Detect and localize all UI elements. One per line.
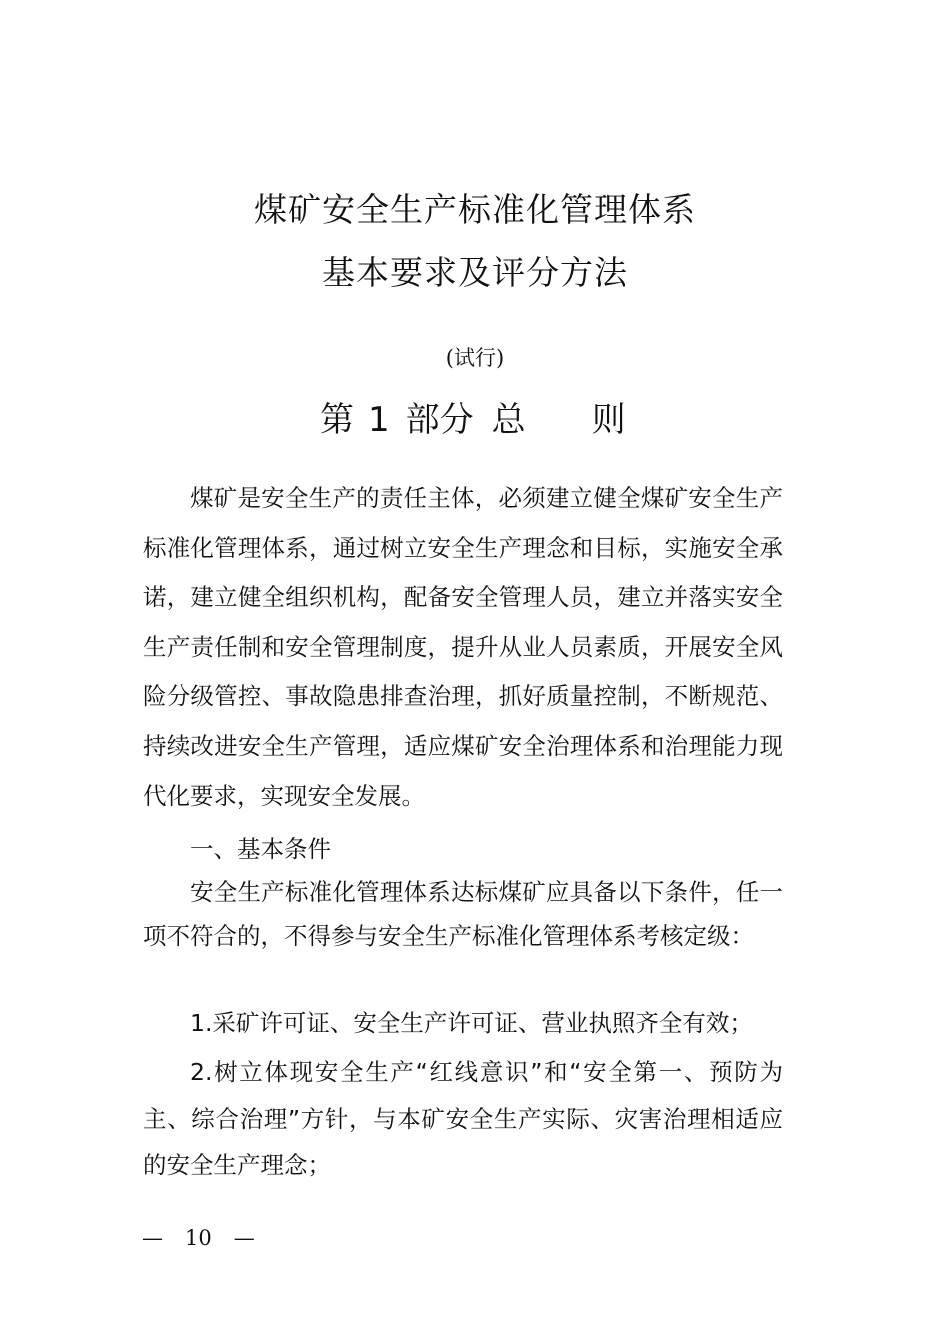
intro-paragraph: 煤矿是安全生产的责任主体，必须建立健全煤矿安全生产标准化管理体系，通过树立安全生产理念和目标，实施安全承诺，建立健全组织机构，配备安全管理人员，建立并落实安全生产责任制和安全管理制度，提升从业人员素质，开展安全风险分级管控、事故隐患排查治理，抓好质量控制，不断规范、持续改进安全生产管理，适应煤矿安全治理体系和治理能力现代化要求，实现安全发展。 [143, 484, 783, 810]
page-number-dash-right: — [233, 1226, 255, 1250]
document-subtitle: (试行) [445, 346, 505, 370]
part-heading-word-4: 则 [591, 400, 626, 440]
part-heading-number: 1 [368, 400, 390, 440]
condition-item-1: 1.采矿许可证、安全生产许可证、营业执照齐全有效； [190, 1009, 753, 1037]
part-heading-word-1: 第 [320, 400, 354, 440]
conditions-paragraph: 安全生产标准化管理体系达标煤矿应具备以下条件，任一项不符合的，不得参与安全生产标准化管理体系考核定级： [143, 878, 783, 950]
condition-item-2: 2.树立体现安全生产“红线意识”和“安全第一、预防为主、综合治理”方针，与本矿安全生产实际、灾害治理相适应的安全生产理念； [143, 1058, 783, 1179]
part-heading [320, 398, 626, 442]
part-heading-word-2: 部分 [405, 400, 474, 440]
section-heading-basic-conditions: 一、基本条件 [190, 835, 331, 863]
page-number-dash-left: — [142, 1226, 163, 1250]
part-heading-word-3: 总 [491, 400, 526, 440]
page-footer [142, 1223, 255, 1253]
document-title-line-1: 煤矿安全生产标准化管理体系 [254, 190, 696, 229]
page-number: 10 [185, 1226, 212, 1250]
document-title-line-2: 基本要求及评分方法 [322, 253, 628, 292]
